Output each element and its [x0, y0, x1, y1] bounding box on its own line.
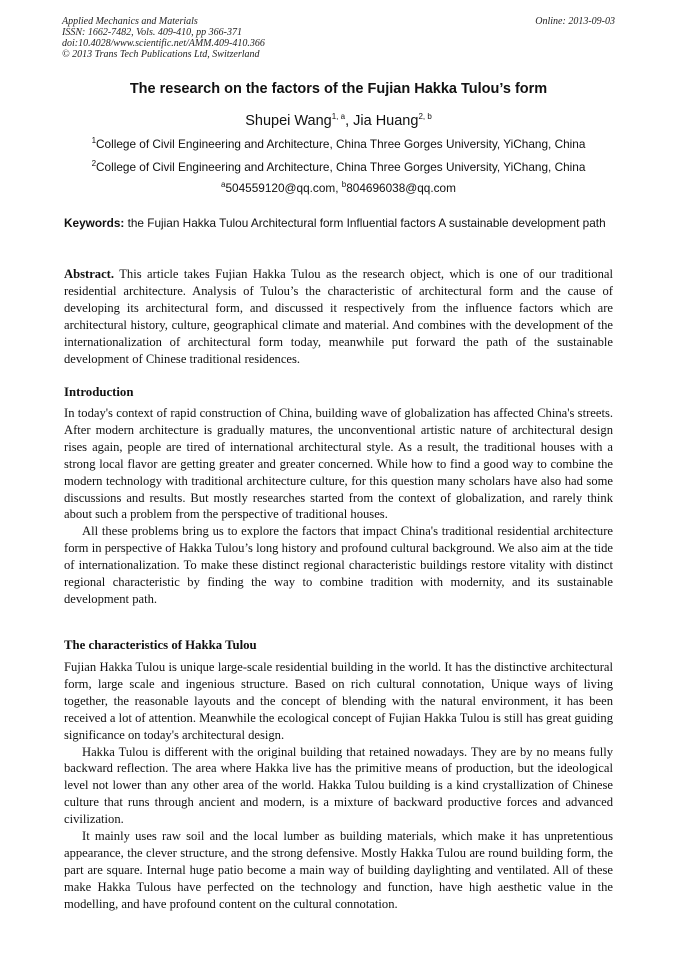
email-address: 804696038@qq.com: [346, 181, 456, 195]
email-mark: b: [341, 180, 347, 190]
doi-line: doi:10.4028/www.scientific.net/AMM.409-410.366: [62, 38, 265, 49]
journal-name: Applied Mechanics and Materials: [62, 16, 198, 27]
author-affiliation-mark: 1, a: [331, 112, 346, 122]
affiliation-mark: 1: [91, 136, 97, 146]
author-name: Jia Huang: [353, 113, 419, 129]
author-line: [62, 113, 615, 129]
introduction-body: [64, 405, 613, 608]
author-separator: ,: [345, 113, 354, 129]
issn-line: ISSN: 1662-7482, Vols. 409-410, pp 366-371: [62, 27, 242, 38]
paragraph: All these problems bring us to explore the factors that impact China's traditional residential architecture form in perspective of Hakka Tulou’s long history and profound cultural background. We also aim at the tide of internationalization. To make these distinct regional characteristic buildings restore vitality with distinct regional characteristic by finding the way to combine tradition with modernity, and its sustainable development path.: [64, 524, 613, 606]
paragraph: Hakka Tulou is different with the original building that retained nowadays. They are by no means fully backward reflection. The area where Hakka live has the primitive means of production, but the ideological level not lower than any other area of the world. Hakka Tulou building is a kind crystallization of Chinese culture that runs through ancient and modern, is a mixture of backward productive forces and advanced civilization.: [64, 744, 613, 827]
paragraph: In today's context of rapid construction of China, building wave of globalization has affected China's streets. After modern architecture is gradually matures, the unconventional artistic nature of architectural design rises again, people are tired of international architectural style. As a result, the traditional houses with a strong local flavor are getting greater and greater concerned. While how to find a good way to combine the modern technology with traditional architecture culture, for this question many scholars have also had some discussions and results. But mostly researches started from the context of globalization, and rarely think about such a problem from the perspective of traditional houses.: [64, 406, 613, 522]
affiliation-text: College of Civil Engineering and Architecture, China Three Gorges University, YiChang, China: [96, 137, 586, 151]
email-line: [62, 181, 615, 195]
online-date: Online: 2013-09-03: [535, 16, 615, 27]
characteristics-body: [64, 659, 613, 913]
abstract: [64, 266, 613, 367]
abstract-text: This article takes Fujian Hakka Tulou as the research object, which is one of our traditional residential architecture. Analysis of Tulou’s the characteristic of architectural form and the cause of developing its architectural form, and discussed it respectively from the influence factors which are architectural history, culture, geographical climate and material. And combines with the development of the internationalization of architectural form today, meanwhile put forward the path of the sustainable development of Chinese traditional residences.: [64, 267, 613, 366]
author-name: Shupei Wang: [245, 113, 332, 129]
keywords: [64, 216, 613, 232]
section-heading-characteristics: The characteristics of Hakka Tulou: [64, 638, 257, 652]
affiliation-mark: 2: [91, 159, 97, 169]
email-mark: a: [221, 180, 226, 190]
section-heading-introduction: Introduction: [64, 385, 134, 399]
paper-title: The research on the factors of the Fujian Hakka Tulou’s form: [129, 81, 548, 97]
affiliation-1: [62, 137, 615, 151]
affiliation-text: College of Civil Engineering and Architecture, China Three Gorges University, YiChang, China: [96, 160, 586, 174]
keywords-text: the Fujian Hakka Tulou Architectural form Influential factors A sustainable development path: [124, 216, 606, 230]
keywords-label: Keywords:: [64, 216, 125, 230]
email-address: 504559120@qq.com,: [225, 181, 342, 195]
journal-header: [62, 16, 615, 60]
author-affiliation-mark: 2, b: [418, 112, 432, 122]
copyright-line: © 2013 Trans Tech Publications Ltd, Switzerland: [62, 49, 260, 60]
paragraph: Fujian Hakka Tulou is unique large-scale residential building in the world. It has the distinctive architectural form, large scale and ingenious structure. Based on rich cultural connotation, Unique ways of living together, the reasonable layouts and the concept of blending with the natural environment, it has been received a lot of attention. Meanwhile the ecological concept of Fujian Hakka Tulou is still has great guiding significance on today's architectural design.: [64, 660, 613, 742]
abstract-label: Abstract.: [64, 267, 115, 281]
affiliation-2: [62, 160, 615, 174]
paragraph: It mainly uses raw soil and the local lumber as building materials, which make it has unpretentious appearance, the clever structure, and the strong defensive. Mostly Hakka Tulou are round building form, the part are square. Internal huge patio become a main way of building daylighting and ventilated. All of these make Hakka Tulous have perfected on the technology and function, have high aesthetic value in the modelling, and have profound content on the cultural connotation.: [64, 829, 613, 911]
